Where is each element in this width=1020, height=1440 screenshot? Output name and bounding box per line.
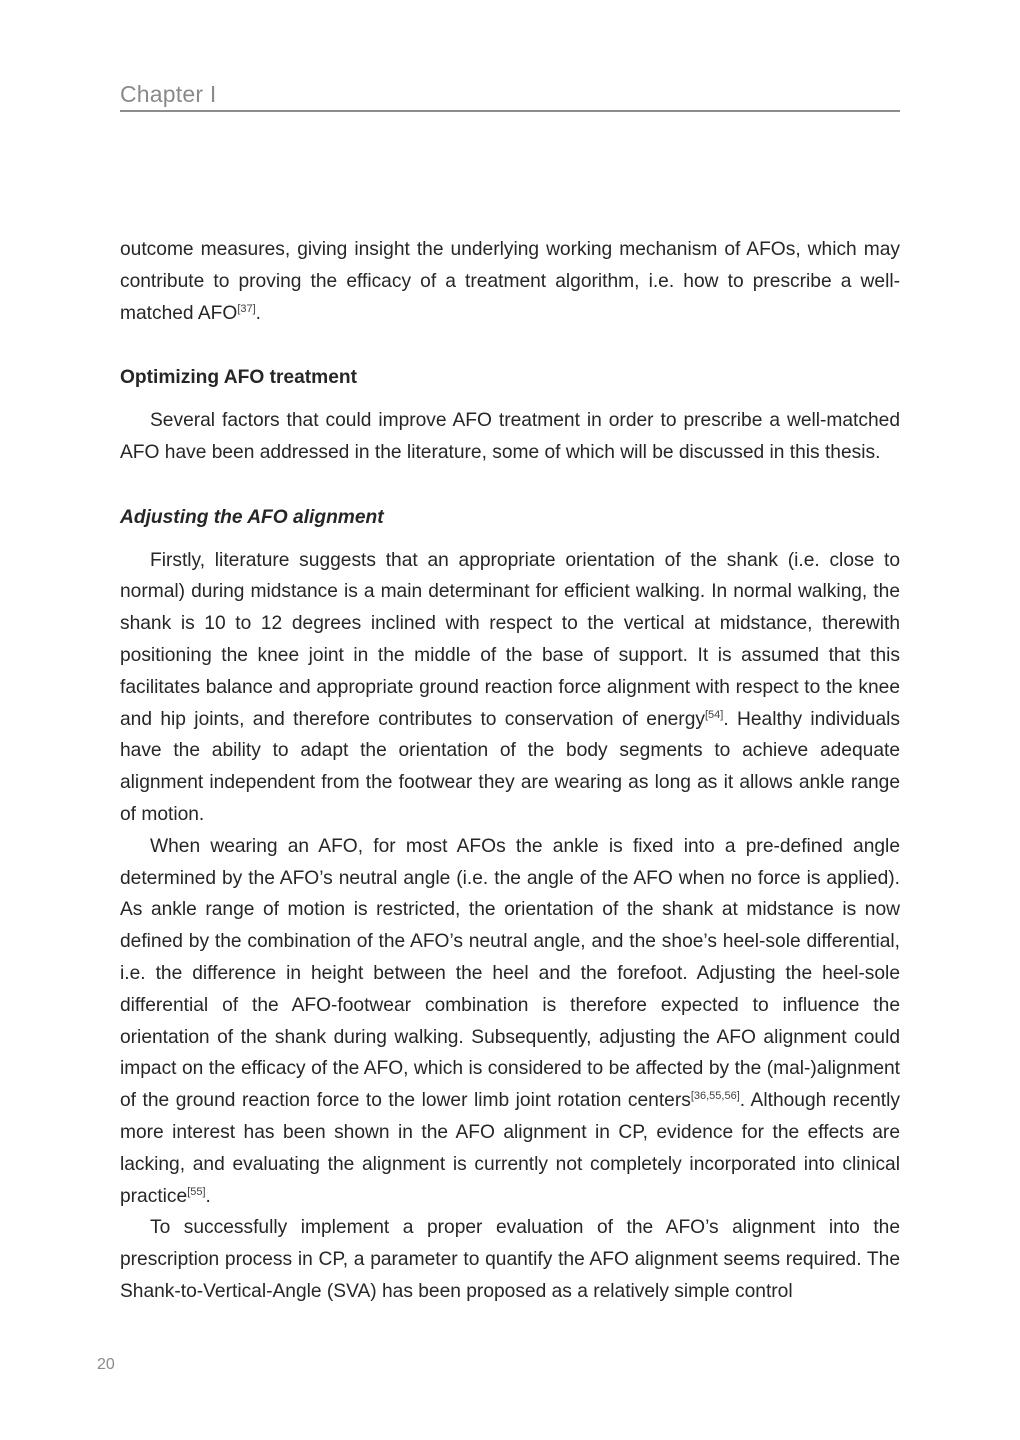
chapter-title: Chapter I — [120, 81, 217, 107]
alignment-paragraph-3: To successfully implement a proper evaluation of the AFO’s alignment into the prescription process in CP, a parameter to quantify the AFO alignment seems required. The Shank-to-Vertical-Angle (SVA) has been proposed as a relatively simple control — [120, 1217, 900, 1302]
paragraph-text: . Although recently more interest has been shown in the AFO alignment in CP, evidence for the effects are lacking, and evaluating the alignment is currently not completely incorporated into clinical practice — [120, 1090, 900, 1207]
punctuation: . — [255, 302, 262, 324]
citation: [36,55,56] — [690, 1090, 740, 1103]
citation: [54] — [704, 708, 724, 721]
citation: [37] — [237, 302, 256, 315]
paragraph-text: Firstly, literature suggests that an appropriate orientation of the shank (i.e. close to normal) during midstance is a main determinant for efficient walking. In normal walking, the shank is 10 to 12 degrees inclined with respect to the vertical at midstance, therewith positioning the knee joint in the middle of the base of support. It is assumed that this facilitates balance and appropriate ground reaction force alignment with respect to the knee and hip joints, and therefore contributes to conservation of energy — [120, 549, 900, 730]
citation: [55] — [187, 1185, 206, 1198]
section-heading-optimizing: Optimizing AFO treatment — [120, 367, 358, 389]
subsection-heading-alignment: Adjusting the AFO alignment — [120, 506, 384, 528]
intro-paragraph — [120, 234, 900, 329]
page-body — [120, 234, 900, 1308]
alignment-paragraph-2 — [120, 831, 900, 1213]
intro-text: outcome measures, giving insight the underlying working mechanism of AFOs, which may contribute to proving the efficacy of a treatment algorithm, i.e. how to prescribe a well-matched AFO — [120, 239, 900, 324]
paragraph-text: When wearing an AFO, for most AFOs the ankle is fixed into a pre-defined angle determined by the AFO’s neutral angle (i.e. the angle of the AFO when no force is applied). As ankle range of motion is restricted, the orientation of the shank at midstance is now defined by the combination of the AFO’s neutral angle, and the shoe’s heel-sole differential, i.e. the difference in height between the heel and the forefoot. Adjusting the heel-sole differential of the AFO-footwear combination is therefore expected to influence the orientation of the shank during walking. Subsequently, adjusting the AFO alignment could impact on the efficacy of the AFO, which is considered to be affected by the (mal-)alignment of the ground reaction force to the lower limb joint rotation centers — [120, 835, 900, 1112]
paragraph-text: . Healthy individuals have the ability to adapt the orientation of the body segments to achieve adequate alignment independent from the footwear they are wearing as long as it allows ankle range of motion. — [120, 708, 900, 825]
running-header — [120, 80, 900, 112]
alignment-paragraph-1 — [120, 545, 900, 831]
punctuation: . — [205, 1185, 211, 1207]
page-number: 20 — [97, 1356, 115, 1373]
section1-paragraph: Several factors that could improve AFO treatment in order to prescribe a well-matched AFO have been addressed in the literature, some of which will be discussed in this thesis. — [120, 410, 900, 463]
